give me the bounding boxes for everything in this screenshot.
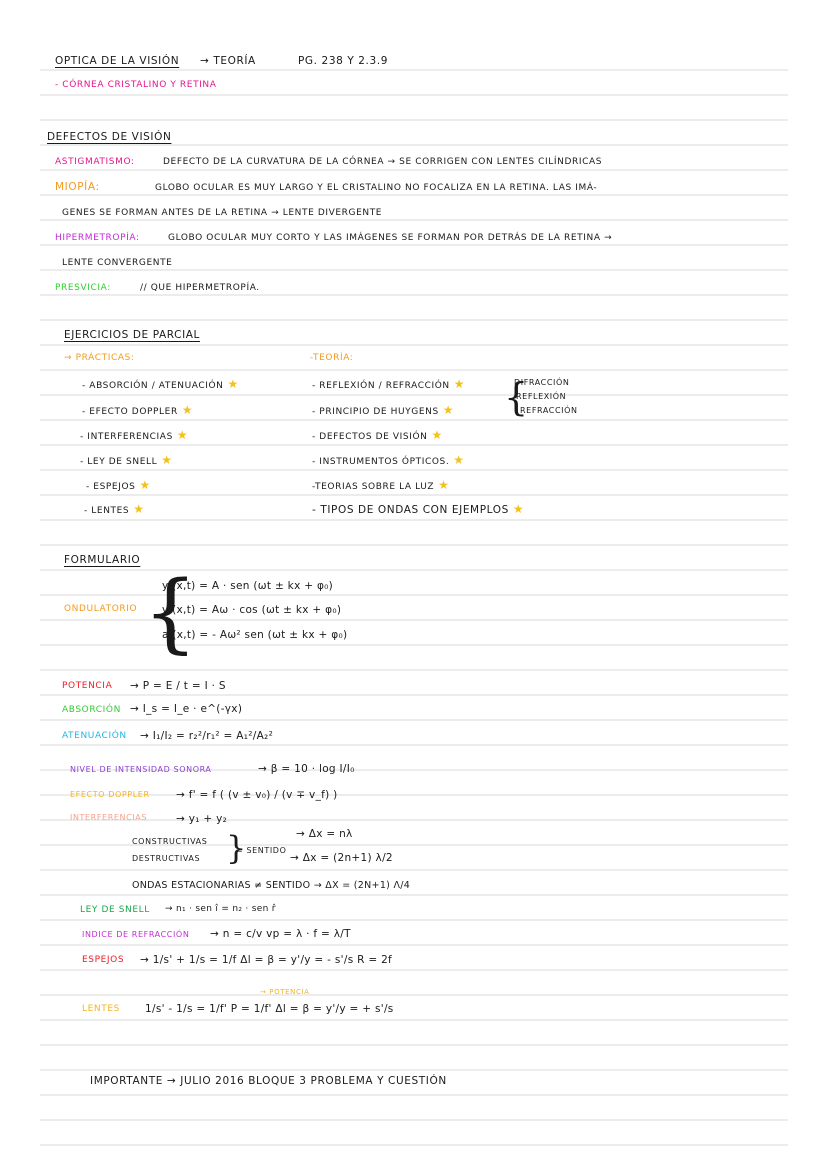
star-icon: ★ <box>438 478 450 492</box>
hyperopia-label: HIPERMETROPÍA: <box>55 233 140 243</box>
star-icon: ★ <box>133 502 145 516</box>
astigmatism-text: DEFECTO DE LA CURVATURA DE LA CÓRNEA → SE CORRIGEN CON LENTES CILÍNDRICAS <box>163 157 603 167</box>
myopia-text-2: GENES SE FORMAN ANTES DE LA RETINA → LENTE DIVERGENTE <box>62 208 383 218</box>
star-icon: ★ <box>161 453 173 467</box>
list-item: - LEY DE SNELL ★ <box>80 453 173 467</box>
wave-equation: y (x,t) = A · sen (ωt ± kx + φ₀) <box>162 580 334 592</box>
atenuacion-equation: → I₁/I₂ = r₂²/r₁² = A₁²/A₂² <box>140 730 274 742</box>
atenuacion-label: ATENUACIÓN <box>62 731 127 741</box>
list-item: - PRINCIPIO DE HUYGENS ★ <box>312 403 455 417</box>
list-item: - ESPEJOS ★ <box>86 478 151 492</box>
lentes-equation: 1/s' - 1/s = 1/f' P = 1/f' Δl = β = y'/y = + s'/s <box>145 1003 394 1015</box>
star-icon: ★ <box>139 478 151 492</box>
destructivas-label: DESTRUCTIVAS <box>132 854 201 863</box>
list-item: - LENTES ★ <box>84 502 145 516</box>
ondulatorio-brace: { <box>143 563 198 663</box>
potencia-equation: → P = E / t = I · S <box>130 680 226 692</box>
indice-label: INDICE DE REFRACCIÓN <box>82 930 190 939</box>
star-icon: ★ <box>181 403 194 417</box>
same-direction: = SENTIDO <box>236 846 287 855</box>
indice-equation: → n = c/v vp = λ · f = λ/T <box>210 928 351 940</box>
list-item: - ABSORCIÓN / ATENUACIÓN ★ <box>82 377 239 391</box>
page-reference: PG. 238 Y 2.3.9 <box>298 55 388 67</box>
hyperopia-text-2: LENTE CONVERGENTE <box>62 258 173 268</box>
doppler-equation: → f' = f ( (v ± v₀) / (v ∓ v_f) ) <box>176 789 338 801</box>
star-icon: ★ <box>512 502 525 516</box>
star-icon: ★ <box>431 428 443 442</box>
constructive-equation: → Δx = nλ <box>296 828 353 840</box>
snell-label: LEY DE SNELL <box>80 905 150 915</box>
doppler-label: EFECTO DOPPLER <box>70 790 150 799</box>
absorcion-label: ABSORCIÓN <box>62 705 121 715</box>
wave-equation: v (x,t) = Aω · cos (ωt ± kx + φ₀) <box>162 604 342 616</box>
myopia-label: MIOPÍA: <box>55 181 100 193</box>
star-icon: ★ <box>227 377 239 391</box>
huygens-sub-item: DIFRACCIÓN <box>514 378 570 387</box>
hyperopia-text: GLOBO OCULAR MUY CORTO Y LAS IMÁGENES SE FORMAN POR DETRÁS DE LA RETINA → <box>168 233 613 243</box>
defects-heading: DEFECTOS DE VISIÓN <box>47 131 172 143</box>
teoria-label: -TEORÍA: <box>310 353 354 363</box>
nivel-equation: → β = 10 · log I/I₀ <box>258 763 355 775</box>
standing-waves: ONDAS ESTACIONARIAS ≠ SENTIDO → ΔX = (2N+1) Λ/4 <box>132 880 411 891</box>
astigmatism-label: ASTIGMATISMO: <box>55 157 135 167</box>
presbyopia-label: PRESVICIA: <box>55 283 111 293</box>
list-item: - INSTRUMENTOS ÓPTICOS. ★ <box>312 453 465 467</box>
snell-equation: → n₁ · sen î = n₂ · sen r̂ <box>165 904 276 914</box>
page-title: OPTICA DE LA VISIÓN <box>55 55 180 67</box>
star-icon: ★ <box>453 377 466 391</box>
ondulatorio-label: ONDULATORIO <box>64 604 138 614</box>
absorcion-equation: → I_s = I_e · e^(-γx) <box>130 703 243 715</box>
theory-arrow: → TEORÍA <box>200 55 256 67</box>
list-item: - EFECTO DOPPLER ★ <box>82 403 194 417</box>
star-icon: ★ <box>453 453 465 467</box>
espejos-equation: → 1/s' + 1/s = 1/f Δl = β = y'/y = - s'/s R = 2f <box>140 954 393 966</box>
interferencias-label: INTERFERENCIAS <box>70 813 147 822</box>
espejos-label: ESPEJOS <box>82 955 125 965</box>
nivel-label: NIVEL DE INTENSIDAD SONORA <box>70 765 212 774</box>
list-item: - DEFECTOS DE VISIÓN ★ <box>312 428 443 442</box>
practicas-label: → PRÁCTICAS: <box>64 353 135 363</box>
myopia-text: GLOBO OCULAR ES MUY LARGO Y EL CRISTALINO NO FOCALIZA EN LA RETINA. LAS IMÁ- <box>155 183 598 193</box>
eye-parts: - CÓRNEA CRISTALINO Y RETINA <box>55 80 217 90</box>
huygens-brace: { <box>504 375 529 419</box>
list-item: - REFLEXIÓN / REFRACCIÓN ★ <box>312 377 466 391</box>
destructive-equation: → Δx = (2n+1) λ/2 <box>290 852 393 864</box>
important-note: IMPORTANTE → JULIO 2016 BLOQUE 3 PROBLEMA Y CUESTIÓN <box>90 1075 447 1087</box>
huygens-sub-item: REFRACCIÓN <box>520 406 578 415</box>
potencia-note: → POTENCIA <box>260 988 310 996</box>
huygens-sub-item: REFLEXIÓN <box>516 392 567 401</box>
list-item: - TIPOS DE ONDAS CON EJEMPLOS ★ <box>312 502 525 516</box>
star-icon: ★ <box>176 428 189 442</box>
interference-brace: } <box>226 829 247 867</box>
presbyopia-text: // QUE HIPERMETROPÍA. <box>140 283 260 293</box>
interferencias-equation: → y₁ + y₂ <box>176 813 228 825</box>
lentes-label: LENTES <box>82 1004 120 1014</box>
potencia-label: POTENCIA <box>62 681 113 691</box>
constructivas-label: CONSTRUCTIVAS <box>132 837 208 846</box>
wave-equation: a (x,t) = - Aω² sen (ωt ± kx + φ₀) <box>162 629 348 641</box>
star-icon: ★ <box>442 403 455 417</box>
list-item: - INTERFERENCIAS ★ <box>80 428 189 442</box>
list-item: -TEORIAS SOBRE LA LUZ ★ <box>312 478 450 492</box>
formulario-heading: FORMULARIO <box>64 554 141 566</box>
exercises-heading: EJERCICIOS DE PARCIAL <box>64 329 200 341</box>
